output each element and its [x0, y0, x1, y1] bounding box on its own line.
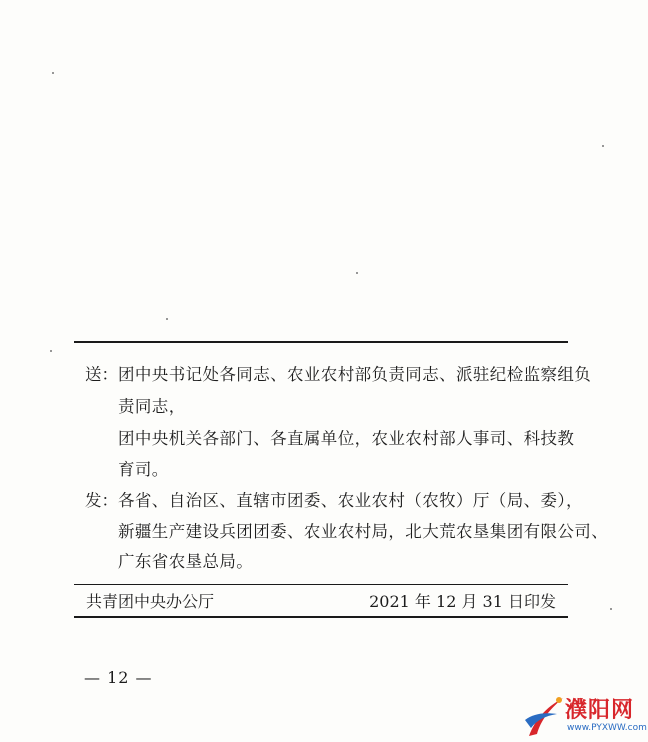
issuing-office: 共青团中央办公厅 [86, 592, 215, 611]
send-line-4: 育司。 [118, 460, 169, 479]
issue-line-1: 各省、自治区、直辖市团委、农业农村（农牧）厅（局、委）， [118, 491, 583, 510]
top-rule [74, 341, 568, 343]
issue-line-3: 广东省农垦总局。 [118, 552, 254, 571]
watermark-url: www.PYXWW.com [567, 723, 647, 733]
scan-speck [602, 145, 604, 147]
send-line-2: 责同志， [118, 397, 186, 416]
scan-speck [52, 72, 54, 74]
page-number: — 12 — [84, 668, 153, 687]
swoosh-icon [523, 690, 567, 740]
middle-rule [74, 584, 568, 585]
scan-speck [610, 608, 612, 610]
bottom-rule [74, 616, 568, 618]
scan-speck [356, 272, 358, 274]
scan-speck [166, 318, 168, 320]
issue-line-2: 新疆生产建设兵团团委、农业农村局，北大荒农垦集团有限公司、 [118, 522, 609, 541]
scan-speck [50, 350, 52, 352]
print-date: 2021 年 12 月 31 日印发 [369, 592, 556, 611]
send-label: 送： [85, 365, 118, 384]
watermark-title: 濮阳网 [565, 698, 635, 723]
watermark-logo [523, 690, 647, 740]
issuing-info [86, 592, 556, 612]
send-line-1: 团中央书记处各同志、农业农村部负责同志、派驻纪检监察组负 [118, 365, 592, 384]
send-line-3: 团中央机关各部门、各直属单位，农业农村部人事司、科技教 [118, 429, 575, 448]
issue-label: 发： [85, 491, 118, 510]
